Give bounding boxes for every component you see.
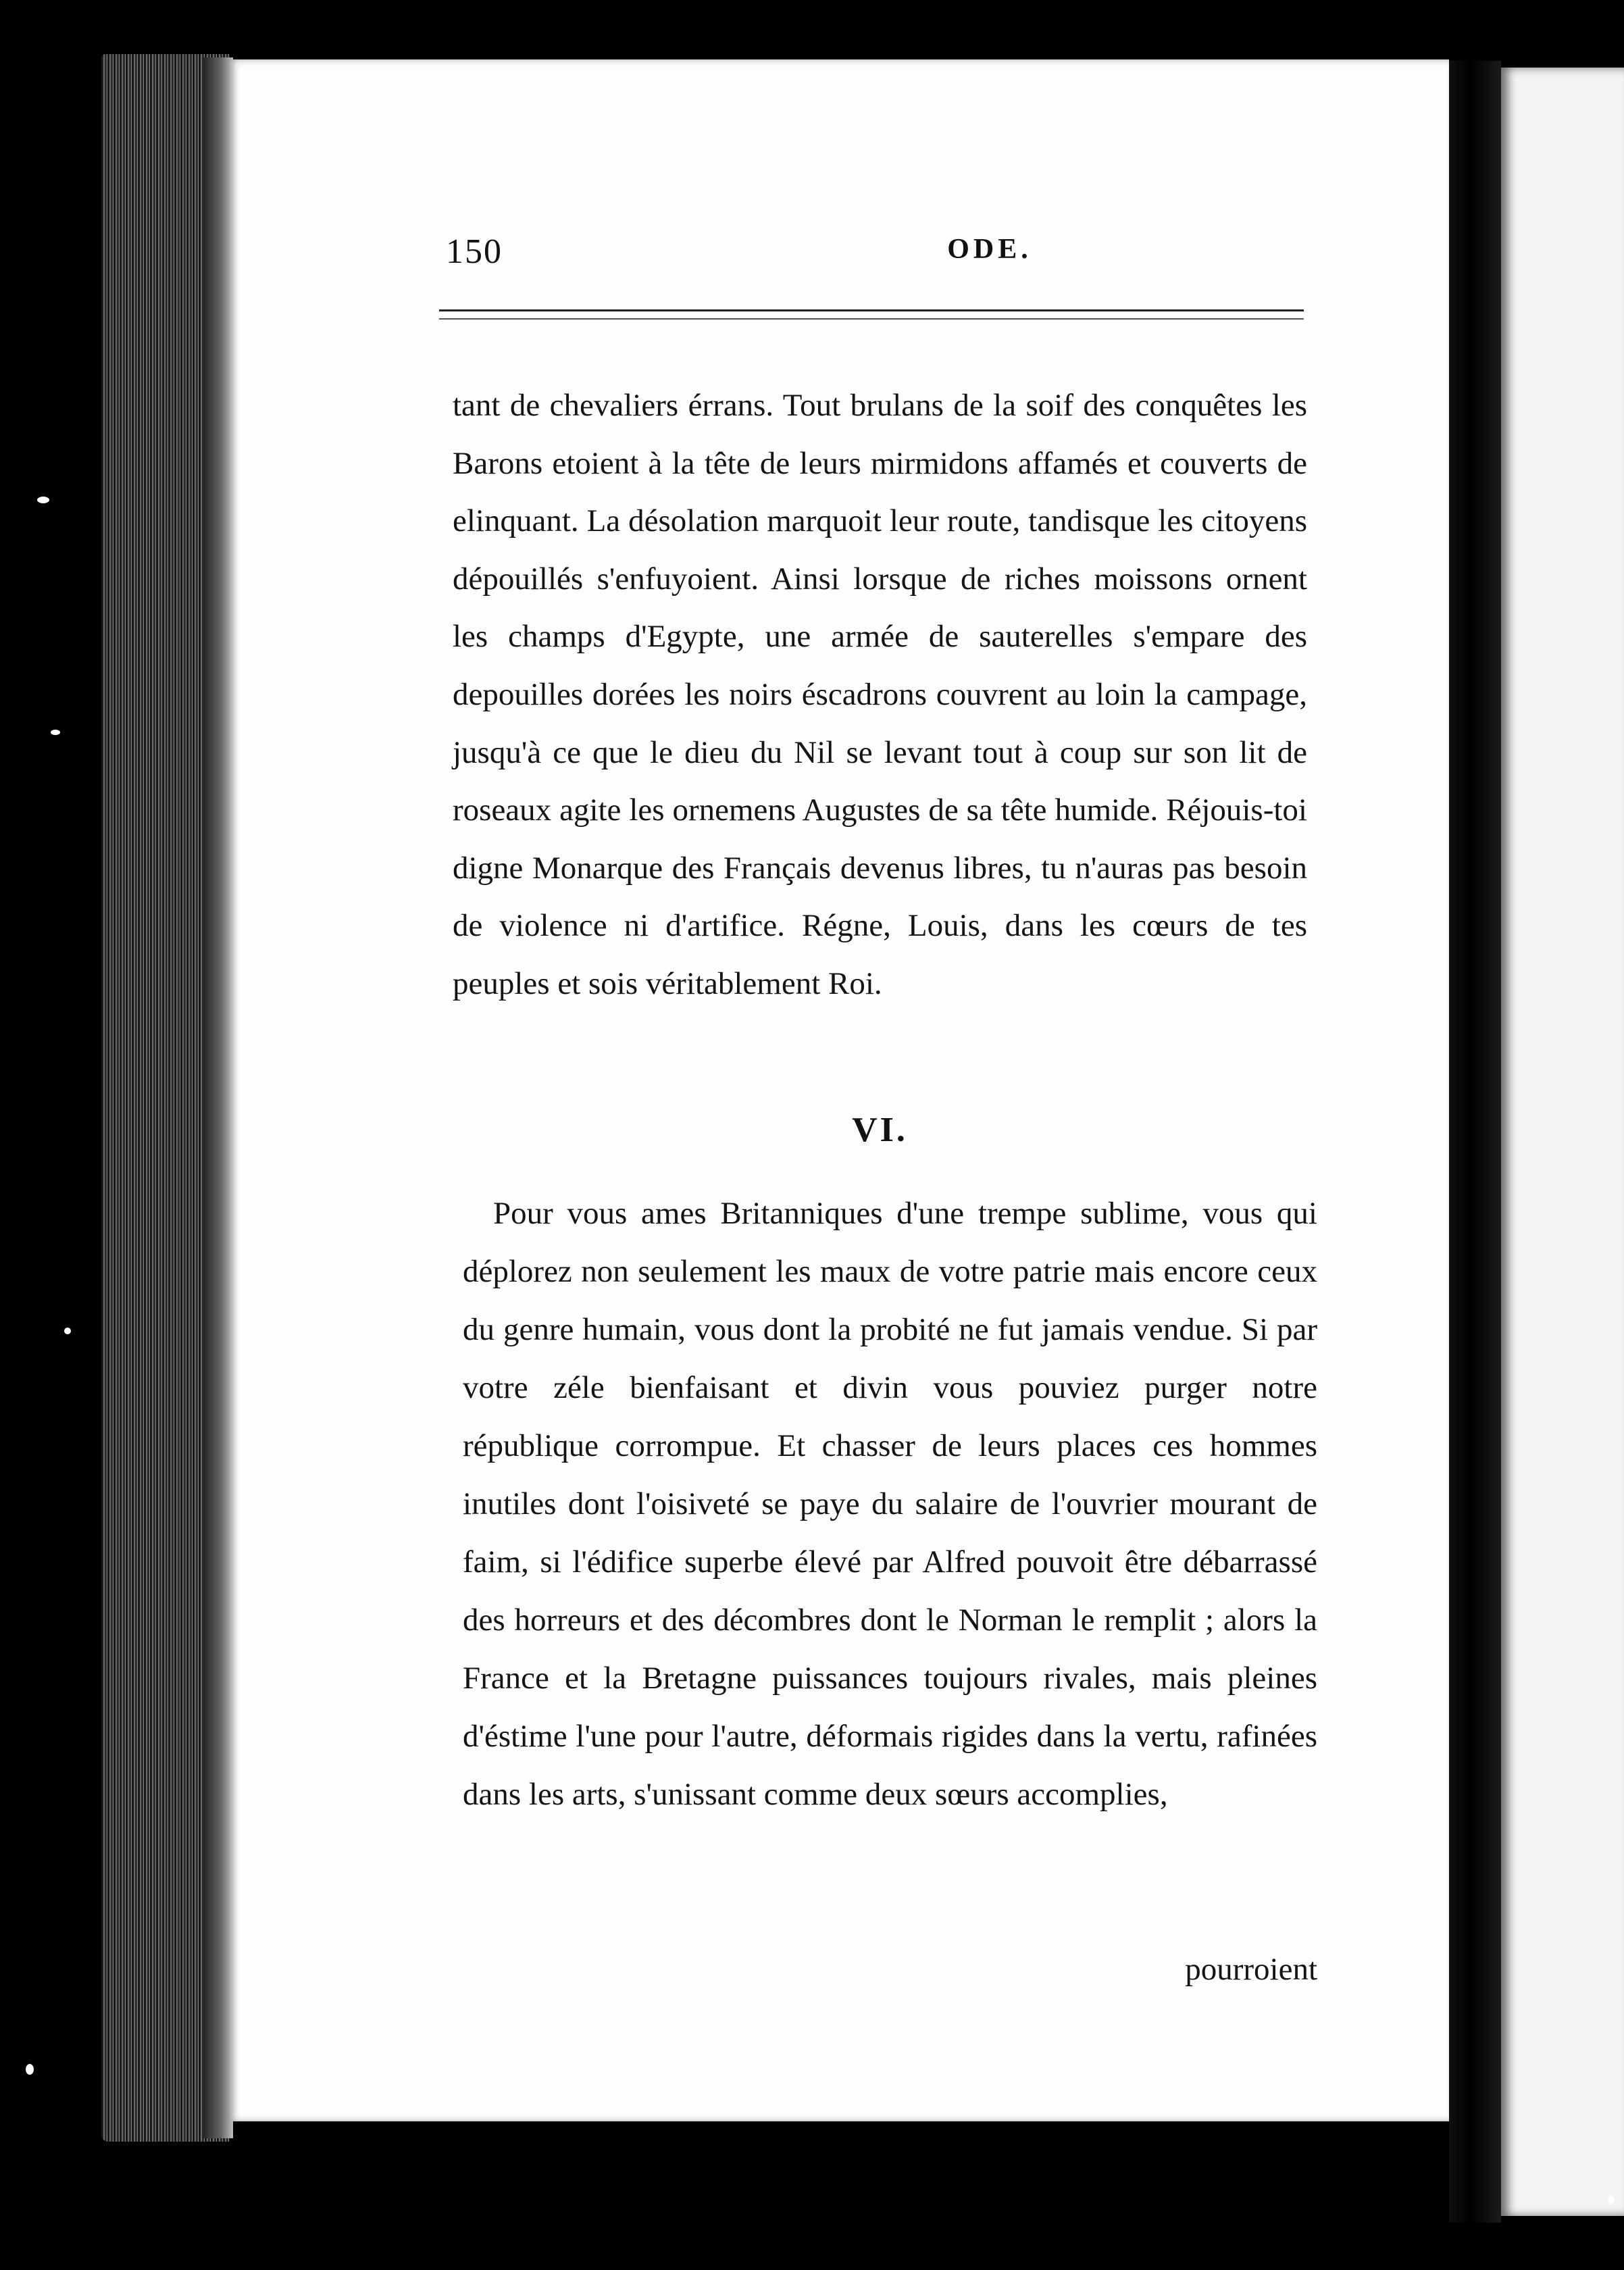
- dust-speck: [37, 497, 49, 503]
- dust-speck: [51, 730, 60, 735]
- book-page: [230, 59, 1449, 2121]
- dust-speck: [1608, 2196, 1615, 2204]
- facing-page: [1501, 68, 1624, 2216]
- catchword: pourroient: [1185, 1952, 1317, 1987]
- page-edge-shadow: [203, 57, 233, 2138]
- dust-speck: [26, 2064, 34, 2075]
- page-number: 150: [446, 232, 503, 271]
- running-head: [446, 232, 1533, 272]
- running-title: ODE.: [947, 234, 1032, 265]
- book-gutter: [1449, 61, 1501, 2223]
- section-heading: VI.: [852, 1111, 908, 1149]
- continued-paragraph: tant de chevaliers érrans. Tout brulans de la soif des conquêtes les Barons etoient à la tête de leurs mirmidons affamés et couverts de elinquant. La désolation marquoit leur route, tandisque les citoyens dépouillés s'enfuyoient. Ainsi lorsque de riches moissons ornent les champs d'Egypte, une armée de sauterelles s'empare des depouilles dorées les noirs éscadrons couvrent au loin la campage, jusqu'à ce que le dieu du Nil se levant tout à coup sur son lit de roseaux agite les ornemens Augustes de sa tête humide. Réjouis-toi digne Monarque des Français devenus libres, tu n'auras pas besoin de violence ni d'artifice. Régne, Louis, dans les cœurs de tes peuples et sois véritablement Roi.: [453, 388, 1307, 1001]
- dust-speck: [64, 1328, 71, 1334]
- section-paragraph: Pour vous ames Britanniques d'une trempe sublime, vous qui déplorez non seulement les maux de votre patrie mais encore ceux du genre humain, vous dont la probité ne fut jamais vendue. Si par votre zéle bienfaisant et divin vous pouviez purger notre république corrompue. Et chasser de leurs places ces hommes inutiles dont l'oisiveté se paye du salaire de l'ouvrier mourant de faim, si l'édifice superbe élevé par Alfred pouvoit être débarrassé des horreurs et des décombres dont le Norman le remplit ; alors la France et la Bretagne puissances toujours rivales, mais pleines d'éstime l'une pour l'autre, déformais rigides dans la vertu, rafinées dans les arts, s'unissant comme deux sœurs accomplies,: [463, 1196, 1317, 1812]
- header-rule: [439, 309, 1304, 320]
